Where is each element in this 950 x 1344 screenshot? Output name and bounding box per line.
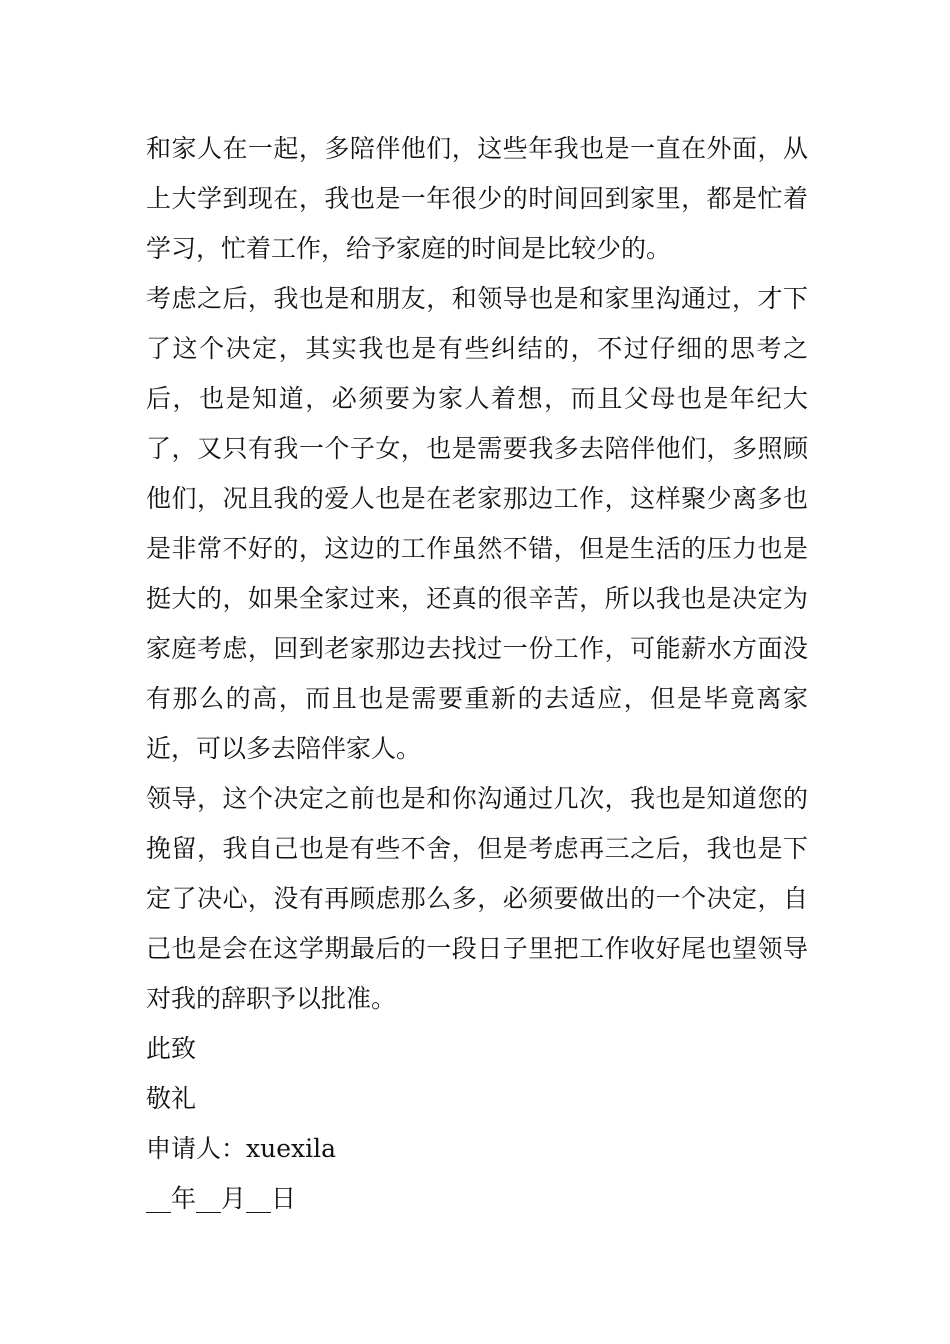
paragraph-family: 和家人在一起，多陪伴他们，这些年我也是一直在外面，从上大学到现在，我也是一年很少的时间回到家里，都是忙着学习，忙着工作，给予家庭的时间是比较少的。 [146, 134, 808, 263]
date-line: __年__月__日 [146, 1184, 297, 1213]
paragraph-request: 领导，这个决定之前也是和你沟通过几次，我也是知道您的挽留，我自己也是有些不舍，但是考虑再三之后，我也是下定了决心，没有再顾虑那么多，必须要做出的一个决定，自己也是会在这学期最后的一段日子里把工作收好尾也望领导对我的辞职予以批准。 [146, 784, 808, 1013]
paragraph-decision: 考虑之后，我也是和朋友，和领导也是和家里沟通过，才下了这个决定，其实我也是有些纠结的，不过仔细的思考之后，也是知道，必须要为家人着想，而且父母也是年纪大了，又只有我一个子女，也是需要我多去陪伴他们，多照顾他们，况且我的爱人也是在老家那边工作，这样聚少离多也是非常不好的，这边的工作虽然不错，但是生活的压力也是挺大的，如果全家过来，还真的很辛苦，所以我也是决定为家庭考虑，回到老家那边去找过一份工作，可能薪水方面没有那么的高，而且也是需要重新的去适应，但是毕竟离家近，可以多去陪伴家人。 [146, 284, 808, 763]
letter-page [146, 124, 808, 1224]
salutation-line: 敬礼 [146, 1084, 197, 1113]
closing-line: 此致 [146, 1034, 197, 1063]
applicant-signature: 申请人：xuexila [146, 1134, 336, 1163]
